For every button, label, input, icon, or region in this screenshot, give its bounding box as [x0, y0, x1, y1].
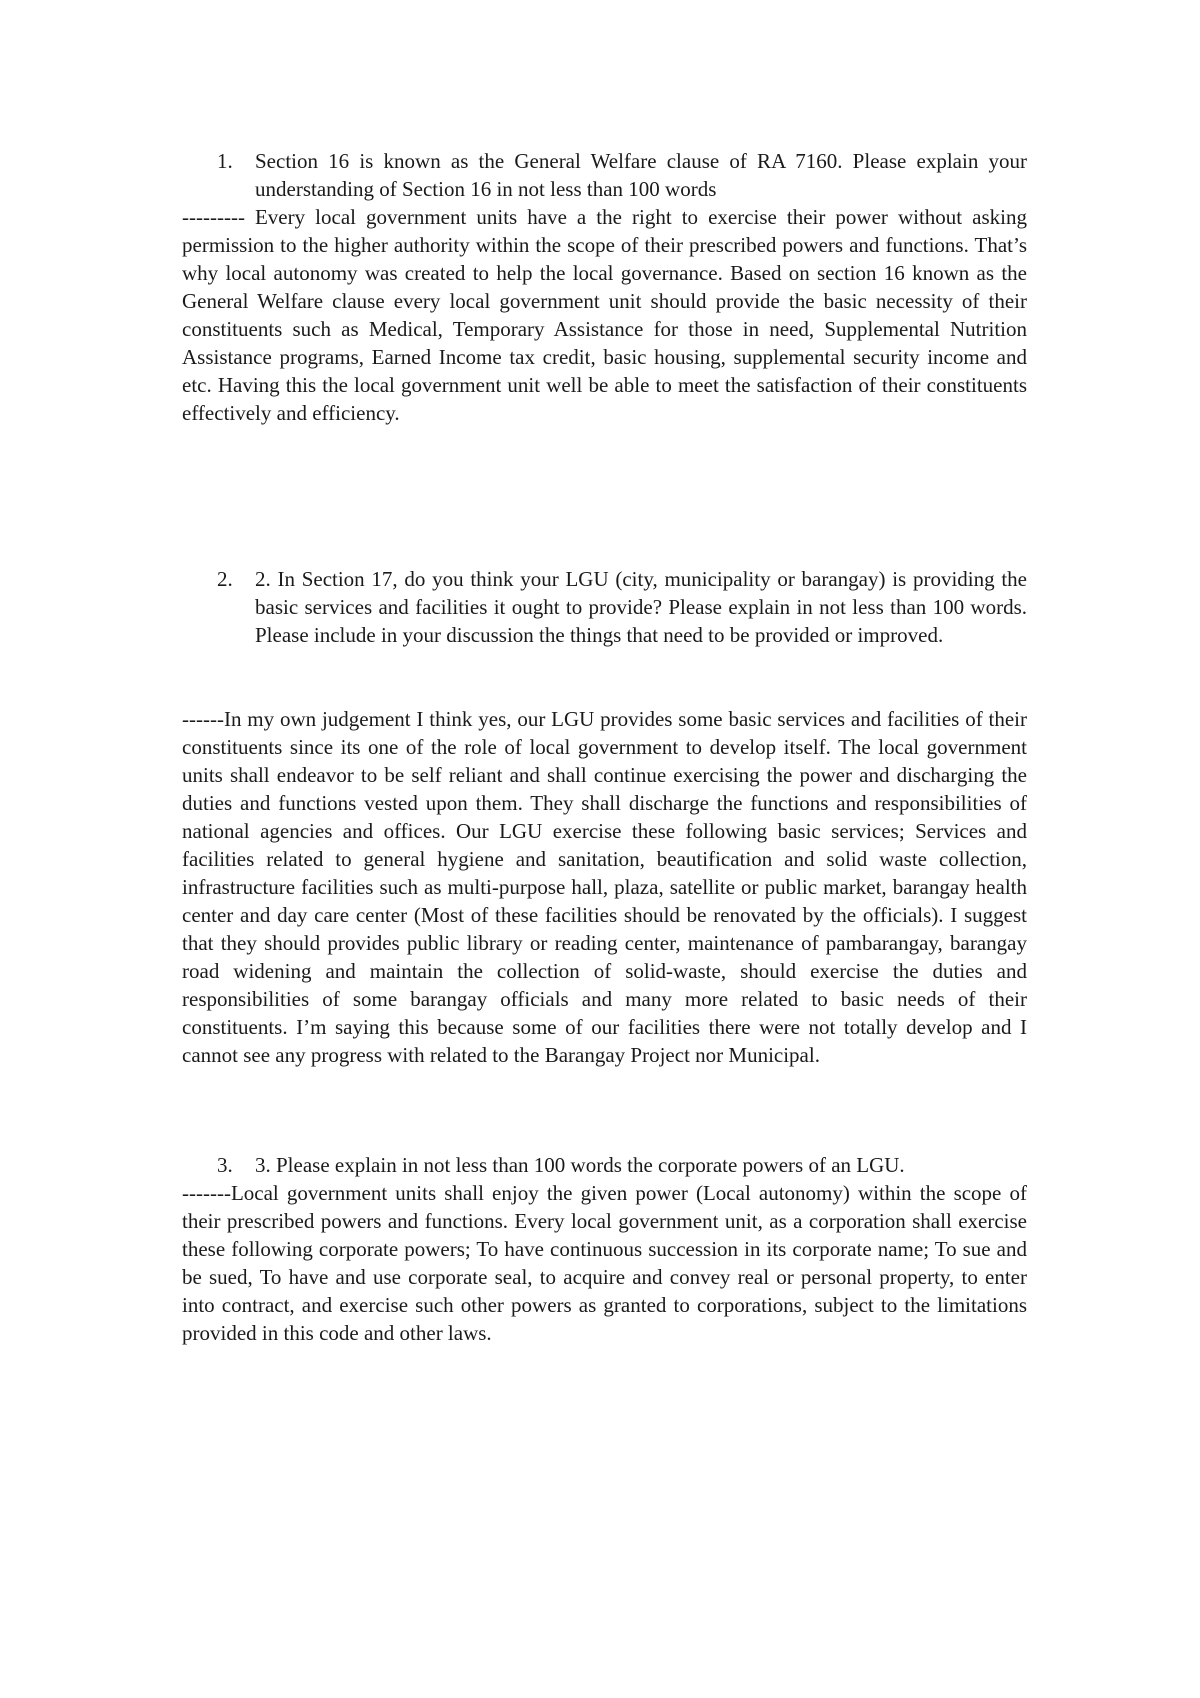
question-number: 3.: [217, 1153, 233, 1177]
question-3: [217, 1151, 1027, 1179]
answer-1: --------- Every local government units have a the right to exercise their power without asking permission to the higher authority within the scope of their prescribed powers and functions. That’s why local autonomy was created to help the local governance. Based on section 16 known as the General Welfare clause every local government unit should provide the basic necessity of their constituents such as Medical, Temporary Assistance for those in need, Supplemental Nutrition Assistance programs, Earned Income tax credit, basic housing, supplemental security income and etc. Having this the local government unit well be able to meet the satisfaction of their constituents effectively and efficiency.: [182, 205, 1027, 425]
answer-2: ------In my own judgement I think yes, our LGU provides some basic services and facilities of their constituents since its one of the role of local government to develop itself. The local government units shall endeavor to be self reliant and shall continue exercising the power and discharging the duties and functions vested upon them. They shall discharge the functions and responsibilities of national agencies and offices. Our LGU exercise these following basic services; Services and facilities related to general hygiene and sanitation, beautification and solid waste collection, infrastructure facilities such as multi-purpose hall, plaza, satellite or public market, barangay health center and day care center (Most of these facilities should be renovated by the officials). I suggest that they should provides public library or reading center, maintenance of pambarangay, barangay road widening and maintain the collection of solid-waste, should exercise the duties and responsibilities of some barangay officials and many more related to basic needs of their constituents. I’m saying this because some of our facilities there were not totally develop and I cannot see any progress with related to the Barangay Project nor Municipal.: [182, 707, 1027, 1067]
question-text: 3. Please explain in not less than 100 words the corporate powers of an LGU.: [255, 1153, 905, 1177]
question-2: [217, 565, 1027, 649]
question-text: Section 16 is known as the General Welfare clause of RA 7160. Please explain your understanding of Section 16 in not less than 100 words: [255, 149, 1027, 201]
question-number: 1.: [217, 149, 233, 173]
answer-3: -------Local government units shall enjoy the given power (Local autonomy) within the scope of their prescribed powers and functions. Every local government unit, as a corporation shall exercise these following corporate powers; To have continuous succession in its corporate name; To sue and be sued, To have and use corporate seal, to acquire and convey real or personal property, to enter into contract, and exercise such other powers as granted to corporations, subject to the limitations provided in this code and other laws.: [182, 1181, 1027, 1345]
question-1: [217, 147, 1027, 203]
question-text: 2. In Section 17, do you think your LGU (city, municipality or barangay) is providing the basic services and facilities it ought to provide? Please explain in not less than 100 words. Please include in your discussion the things that need to be provided or improved.: [255, 567, 1027, 647]
question-number: 2.: [217, 567, 233, 591]
